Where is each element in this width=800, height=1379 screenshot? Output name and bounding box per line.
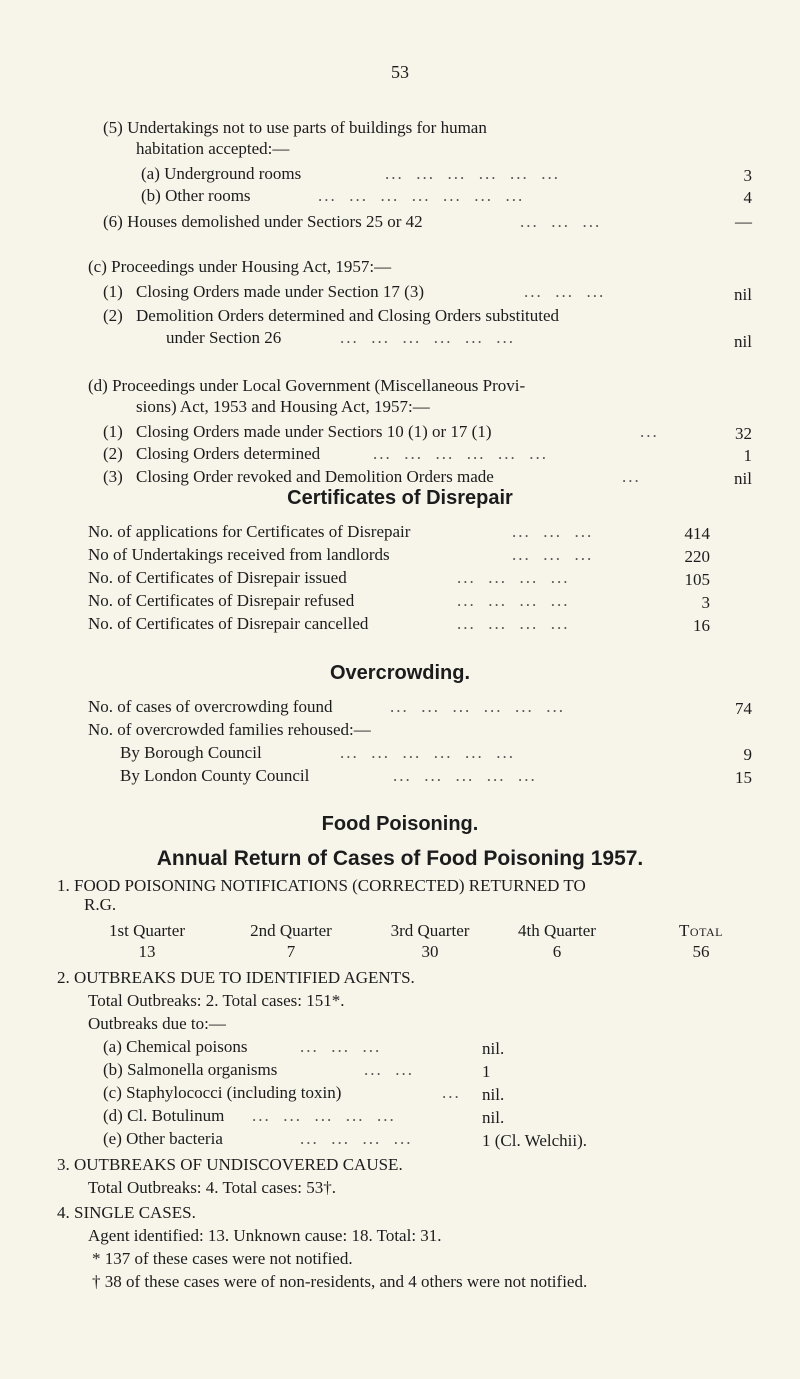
rehoused-borough-value: 9 xyxy=(743,745,752,764)
quarter-value: 13 xyxy=(138,942,156,961)
cert-row-label: No of Undertakings received from landlords xyxy=(88,545,390,564)
section-d-heading-line2: sions) Act, 1953 and Housing Act, 1957:— xyxy=(136,397,430,416)
section-c-heading: (c) Proceedings under Housing Act, 1957:— xyxy=(88,257,392,276)
rehoused-lcc-value: 15 xyxy=(735,768,752,787)
section-1-heading-line2: R.G. xyxy=(84,895,117,914)
food-poisoning-subtitle: Annual Return of Cases of Food Poisoning 1957. xyxy=(156,847,644,870)
outbreaks-due-label: Outbreaks due to:— xyxy=(88,1014,226,1033)
agent-label: (e) Other bacteria xyxy=(103,1129,223,1148)
item-5-line2: habitation accepted:— xyxy=(136,139,290,158)
cert-row-label: No. of Certificates of Disrepair issued xyxy=(88,568,347,587)
cert-row-value: 16 xyxy=(693,616,710,635)
quarter-header: 2nd Quarter xyxy=(250,921,332,940)
overcrowding-cases-value: 74 xyxy=(735,699,752,718)
cert-row-label: No. of applications for Certificates of Disrepair xyxy=(88,522,411,541)
leader-dots: ... ... ... xyxy=(512,545,594,564)
item-d3-num: (3) xyxy=(103,467,123,486)
section-4-heading: 4. SINGLE CASES. xyxy=(57,1203,196,1222)
item-d1-value: 32 xyxy=(735,424,752,443)
rehoused-borough-label: By Borough Council xyxy=(120,743,262,762)
item-d2-label: Closing Orders determined xyxy=(136,444,321,463)
quarter-value: 30 xyxy=(421,942,439,961)
item-c2-value: nil xyxy=(734,332,752,351)
item-5a-label: (a) Underground rooms xyxy=(141,164,302,183)
rehoused-lcc-label: By London County Council xyxy=(120,766,310,785)
item-d3-value: nil xyxy=(734,469,752,488)
leader-dots: ... ... ... ... ... ... xyxy=(340,328,515,347)
quarter-header: 1st Quarter xyxy=(108,921,185,940)
leader-dots: ... ... ... ... ... ... xyxy=(373,444,548,463)
leader-dots: ... ... ... ... ... xyxy=(252,1106,396,1125)
item-c1-num: (1) xyxy=(103,282,123,301)
page-number: 53 xyxy=(391,62,409,82)
cert-row-label: No. of Certificates of Disrepair cancelled xyxy=(88,614,369,633)
section-2-heading: 2. OUTBREAKS DUE TO IDENTIFIED AGENTS. xyxy=(57,968,415,987)
quarter-value: 7 xyxy=(286,942,296,961)
section-1-heading: 1. FOOD POISONING NOTIFICATIONS (CORRECTED) RETURNED TO xyxy=(57,876,586,895)
agent-value: nil. xyxy=(482,1108,505,1127)
agent-label: (d) Cl. Botulinum xyxy=(103,1106,225,1125)
leader-dots: ... ... ... xyxy=(300,1037,382,1056)
item-d3-label: Closing Order revoked and Demolition Orders made xyxy=(136,467,494,486)
section-3-totals: Total Outbreaks: 4. Total cases: 53†. xyxy=(88,1178,337,1197)
item-c1-value: nil xyxy=(734,285,752,304)
footnote-dagger: † 38 of these cases were of non-residents, and 4 others were not notified. xyxy=(92,1272,588,1291)
item-6-label: (6) Houses demolished under Sectiors 25 or 42 xyxy=(103,212,423,231)
leader-dots: ... ... ... xyxy=(512,522,594,541)
leader-dots: ... ... ... ... ... ... xyxy=(385,164,560,183)
quarter-header: 3rd Quarter xyxy=(390,921,470,940)
cert-row-value: 105 xyxy=(684,570,710,589)
item-5a-value: 3 xyxy=(743,166,752,185)
leader-dots: ... ... ... xyxy=(520,212,602,231)
leader-dots: ... ... xyxy=(364,1060,414,1079)
certificates-title: Certificates of Disrepair xyxy=(287,487,513,509)
item-5-line1: (5) Undertakings not to use parts of buildings for human xyxy=(103,118,487,137)
item-d2-num: (2) xyxy=(103,444,123,463)
overcrowding-rehoused-label: No. of overcrowded families rehoused:— xyxy=(88,720,371,739)
item-d2-value: 1 xyxy=(743,446,752,465)
leader-dots: ... xyxy=(442,1083,461,1102)
leader-dots: ... ... ... ... ... ... xyxy=(390,697,565,716)
item-6-value: — xyxy=(735,212,752,231)
overcrowding-title: Overcrowding. xyxy=(329,662,471,684)
cert-row-label: No. of Certificates of Disrepair refused xyxy=(88,591,355,610)
leader-dots: ... ... ... ... xyxy=(457,614,570,633)
item-5b-value: 4 xyxy=(743,188,752,207)
cert-row-value: 220 xyxy=(684,547,710,566)
item-d1-num: (1) xyxy=(103,422,123,441)
food-poisoning-title: Food Poisoning. xyxy=(321,813,479,835)
cert-row-value: 3 xyxy=(701,593,710,612)
item-c2-line1: Demolition Orders determined and Closing Orders substituted xyxy=(136,306,560,325)
leader-dots: ... xyxy=(640,422,659,441)
footnote-asterisk: * 137 of these cases were not notified. xyxy=(92,1249,353,1268)
agent-label: (b) Salmonella organisms xyxy=(103,1060,278,1079)
item-d1-label: Closing Orders made under Sectiors 10 (1) or 17 (1) xyxy=(136,422,492,441)
total-header: Total xyxy=(679,921,723,940)
leader-dots: ... ... ... ... xyxy=(457,568,570,587)
quarter-value: 6 xyxy=(552,942,562,961)
item-c1-label: Closing Orders made under Section 17 (3) xyxy=(136,282,424,301)
agent-value: nil. xyxy=(482,1085,505,1104)
leader-dots: ... ... ... ... xyxy=(300,1129,413,1148)
leader-dots: ... ... ... ... ... ... ... xyxy=(318,186,525,205)
agent-label: (c) Staphylococci (including toxin) xyxy=(103,1083,342,1102)
total-value: 56 xyxy=(692,942,710,961)
agent-value: 1 (Cl. Welchii). xyxy=(482,1131,588,1150)
cert-row-value: 414 xyxy=(684,524,710,543)
leader-dots: ... ... ... ... xyxy=(457,591,570,610)
section-d-heading-line1: (d) Proceedings under Local Government (Miscellaneous Provi- xyxy=(88,376,526,395)
agent-value: 1 xyxy=(482,1062,491,1081)
item-c2-line2: under Section 26 xyxy=(166,328,282,347)
leader-dots: ... xyxy=(622,467,641,486)
item-c2-num: (2) xyxy=(103,306,123,325)
section-3-heading: 3. OUTBREAKS OF UNDISCOVERED CAUSE. xyxy=(57,1155,403,1174)
agent-label: (a) Chemical poisons xyxy=(103,1037,248,1056)
section-2-totals: Total Outbreaks: 2. Total cases: 151*. xyxy=(88,991,345,1010)
agent-value: nil. xyxy=(482,1039,505,1058)
section-4-agent: Agent identified: 13. Unknown cause: 18. Total: 31. xyxy=(88,1226,442,1245)
quarter-header: 4th Quarter xyxy=(518,921,596,940)
item-5b-label: (b) Other rooms xyxy=(141,186,251,205)
overcrowding-cases-label: No. of cases of overcrowding found xyxy=(88,697,333,716)
leader-dots: ... ... ... xyxy=(524,282,606,301)
leader-dots: ... ... ... ... ... ... xyxy=(340,743,515,762)
leader-dots: ... ... ... ... ... xyxy=(393,766,537,785)
